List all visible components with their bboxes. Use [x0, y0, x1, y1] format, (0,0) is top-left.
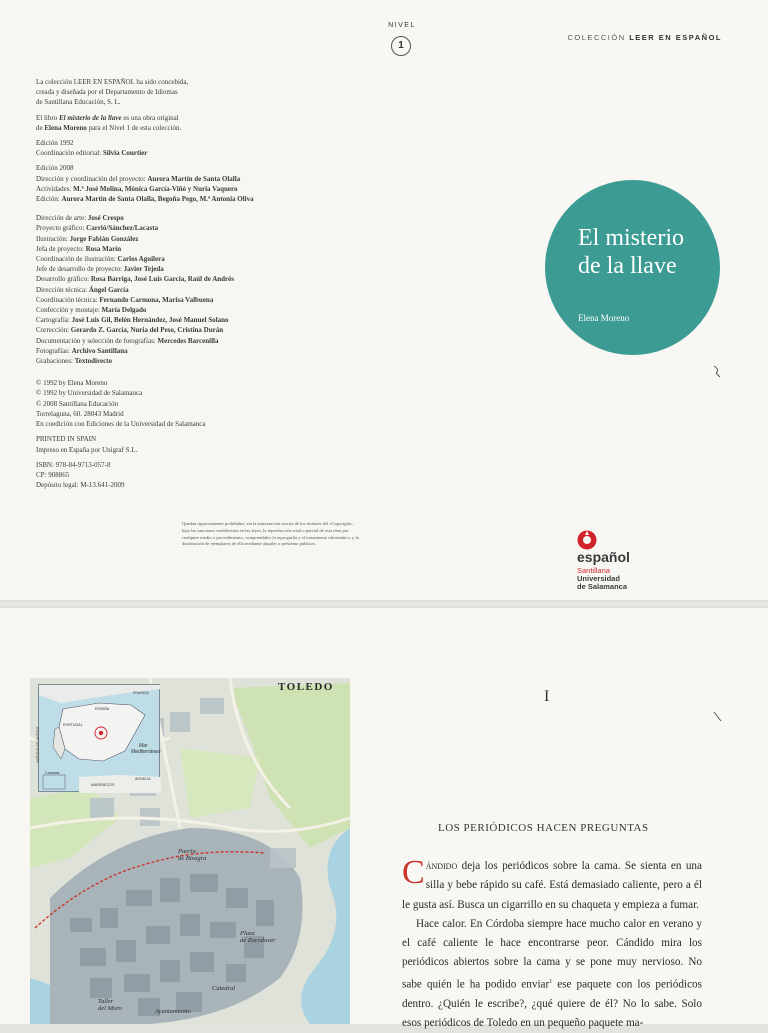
drop-cap: C [402, 854, 425, 891]
inset-label-portugal: PORTUGAL [63, 723, 83, 727]
map-place-catedral: Catedral [212, 985, 236, 992]
inset-label-marruecos: MARRUECOS [91, 783, 115, 787]
inset-label-francia: FRANCIA [133, 691, 149, 695]
map-place-puerta-bisagra: Puerta de Bisagra [178, 848, 207, 862]
cover-author: Elena Moreno [578, 313, 630, 323]
inset-label-argelia: ARGELIA [135, 777, 151, 781]
map-place-taller-moro: Taller del Moro [98, 998, 122, 1012]
collection-label: COLECCIÓN LEER EN ESPAÑOL [567, 33, 722, 42]
chapter-body [402, 854, 702, 1033]
credits-printed: PRINTED IN SPAIN Impreso en España por Unigraf S.L. [36, 435, 138, 454]
page-break [0, 600, 768, 608]
paragraph-1: Cándido deja los periódicos sobre la cama. Se sienta en una silla y bebe rápido su café. Está demasiado caliente, pero a él le gusta así. Busca un cigarrillo en su chaqueta y empieza a fumar. [402, 854, 702, 911]
chapter-title: LOS PERIÓDICOS HACEN PREGUNTAS [438, 822, 649, 834]
footnote-marker: 1 [549, 978, 553, 985]
publisher-logo-icon [577, 530, 597, 550]
nivel-label: NIVEL [388, 22, 416, 29]
inset-label-canarias: Canarias [45, 771, 60, 775]
credits-intro: La colección LEER EN ESPAÑOL ha sido concebida, creada y diseñada por el Departamento de Idiomas de Santillana Educación, S. L. [36, 78, 189, 107]
credits-staff: Dirección de arte: José Crespo Proyecto gráfico: Carrió/Sánchez/Lacasta Ilustración: Jorge Fabián González Jefa de proyecto: Rosa Marín Coordinación de ilustración: Carlos Aguilera Jefe de desarrollo de proyecto: Javier Tejeda Desarrollo gráfico: Rosa Barriga, José Luis García, Raúl de Andrés Dirección técnica: Ángel García Coordinación técnica: Fernando Carmona, Marisa Valbuena Confección y montaje: María Delgado Cartografía: José Luis Gil, Belén Hernández, José Manuel Solano Corrección: Gerardo Z. García, Nuria del Peso, Cristina Durán Documentación y selección de fotografías: Mercedes Barcenilla Fotografías: Archivo Santillana Grabaciones: Textodirecto [36, 214, 234, 366]
legal-note: Quedan rigurosamente prohibidas, sin la autorización escrita de los titulares del «Copyright», bajo las sanciones establecidas en las leyes, la reproducción total o parcial de esta obra por cualquier medio o procedimiento, comprendidos la reprografía y el tratamiento informático, y la distribución de ejemplares de ella mediante alquiler o préstamo públicos. [182, 521, 359, 547]
page-mark [712, 710, 724, 724]
book-title-ref: El misterio de la llave [58, 113, 122, 122]
publisher-logo-word: español [577, 549, 630, 565]
map-place-ayuntamiento: Ayuntamiento [155, 1008, 191, 1015]
inset-label-mar: Mar [139, 743, 148, 749]
inset-label-mediterraneo: Mediterráneo [131, 749, 161, 755]
publisher-logo-sub: Santillana Universidad de Salamanca [577, 566, 628, 591]
map-title: TOLEDO [278, 681, 334, 693]
credits-copyright: © 1992 by Elena Moreno © 1992 by Universidad de Salamanca © 2008 Santillana Educación Torrelaguna, 60. 28043 Madrid En coedición con Ediciones de la Universidad de Salamanca [36, 379, 206, 429]
credits-isbn: ISBN: 978-84-9713-057-8 CP: 908865 Depósito legal: M-13.641-2009 [36, 460, 125, 490]
credits-block [36, 77, 356, 495]
credits-edition-2008: Edición 2008 Dirección y coordinación del proyecto: Aurora Martín de Santa Olalla Actividades: M.ª José Molina, Mónica García-Viñó y Nuria Vaquero Edición: Aurora Martín de Santa Olalla, Begoña Pego, M.ª Antonia Oliva [36, 164, 254, 204]
map-inset [38, 684, 160, 792]
page-mark [710, 364, 724, 380]
nivel-badge: 1 [391, 36, 411, 56]
inset-label-espana: ESPAÑA [95, 707, 110, 711]
credits-edition-1992: Edición 1992 Coordinación editorial: Silvia Courtier [36, 139, 148, 158]
paragraph-2: Hace calor. En Córdoba siempre hace mucho calor en verano y el café caliente le hace encontrarse peor. Cándido mira los periódicos abiertos sobre la cama y se pone muy nervioso. No sabe quién le ha podido enviar$^1$ ese paquete con los periódicos dentro. ¿Quién le escribe?, ¿qué quiere de él? No lo sabe. Solo esos periódicos de Toledo en un pequeño paquete ma- [402, 917, 702, 1030]
inset-label-oceano: OCÉANO ATLÁNTICO [36, 726, 40, 763]
chapter-number: I [544, 688, 550, 705]
map-place-zocodover: Plaza de Zocodover [240, 930, 276, 944]
cover-title: El misterio de la llave [578, 225, 684, 279]
author-ref: Elena Moreno [44, 123, 87, 132]
credits-book: El libro El misterio de la llave es una obra original de Elena Moreno para el Nivel 1 de esta colección. [36, 113, 182, 132]
